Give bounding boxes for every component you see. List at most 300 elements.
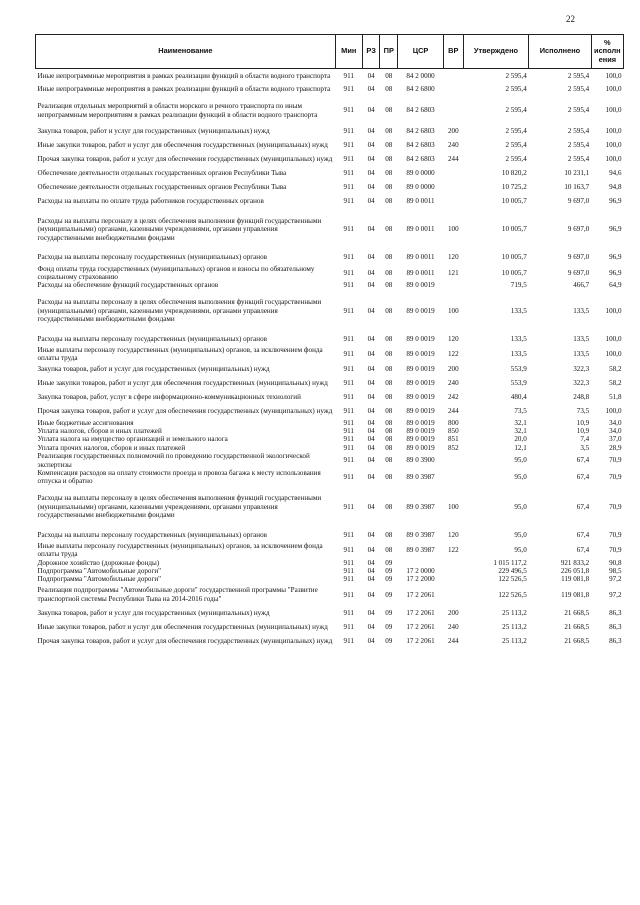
row-min: 911 [343, 365, 354, 374]
row-approved: 2 595,4 [505, 141, 527, 150]
row-approved: 122 526,5 [498, 590, 527, 599]
row-executed: 10 163,7 [564, 183, 590, 192]
row-vr: 244 [447, 155, 459, 164]
row-rz: 04 [367, 590, 375, 599]
row-csr: 89 0 0019 [406, 443, 435, 452]
row-name: Иные непрограммные мероприятия в рамках реализации функций в области водного транспорта [37, 85, 331, 94]
row-vr: 120 [447, 253, 459, 262]
row-vr: 200 [447, 608, 459, 617]
row-executed: 7,4 [580, 435, 590, 444]
row-approved: 2 595,4 [505, 71, 527, 80]
row-executed: 67,4 [576, 456, 590, 465]
row-rz: 04 [367, 281, 375, 290]
row-percent: 100,0 [605, 306, 622, 315]
row-rz: 04 [367, 567, 375, 575]
row-rz: 04 [367, 545, 375, 554]
header-approved: Утверждено [463, 35, 529, 69]
row-executed: 9 697,0 [567, 253, 590, 262]
row-name: Закупка товаров, работ и услуг для государственных (муниципальных) нужд [37, 127, 270, 136]
row-pr: 08 [385, 71, 393, 80]
row-min: 911 [343, 197, 354, 206]
row-vr [443, 97, 463, 125]
row-percent: 100,0 [605, 407, 622, 416]
table-row [36, 153, 624, 167]
row-min: 911 [343, 85, 354, 94]
table-row [36, 69, 624, 83]
row-percent: 70,9 [609, 456, 622, 465]
row-csr: 89 0 3987 [406, 473, 435, 482]
header-pr: ПР [380, 35, 398, 69]
row-percent: 97,2 [609, 590, 622, 599]
row-vr [443, 559, 463, 567]
row-min: 911 [343, 393, 354, 402]
row-approved: 133,5 [510, 306, 527, 315]
table-row [36, 419, 624, 427]
row-percent: 94,8 [609, 183, 622, 192]
row-percent: 86,3 [609, 636, 622, 645]
row-executed: 2 595,4 [567, 106, 590, 115]
row-pr: 08 [385, 334, 393, 343]
row-rz: 04 [367, 636, 375, 645]
row-csr: 89 0 0011 [406, 225, 435, 234]
row-csr: 84 2 6803 [406, 127, 435, 136]
row-executed: 119 081,8 [561, 590, 590, 599]
row-executed: 67,4 [576, 473, 590, 482]
row-name: Иные непрограммные мероприятия в рамках реализации функций в области водного транспорта [37, 71, 331, 80]
row-name: Фонд оплаты труда государственных (муниципальных) органов и взносы по обязательному социальному страхованию [37, 264, 315, 281]
table-row [36, 363, 624, 377]
row-percent: 70,9 [609, 502, 622, 511]
row-name: Расходы на обеспечение функций государственных органов [37, 281, 219, 290]
row-approved: 133,5 [510, 349, 527, 358]
row-approved: 10 005,7 [501, 268, 527, 277]
row-executed: 226 051,8 [560, 567, 590, 575]
row-approved: 719,5 [510, 281, 527, 290]
row-min: 911 [343, 502, 354, 511]
row-pr: 09 [385, 567, 393, 575]
row-approved: 20,0 [514, 435, 527, 444]
row-approved: 25 113,2 [502, 622, 527, 631]
row-percent: 58,2 [609, 365, 622, 374]
row-approved: 10 005,7 [501, 197, 527, 206]
row-pr: 09 [385, 558, 393, 567]
row-rz: 04 [367, 443, 375, 452]
header-name: Наименование [36, 35, 336, 69]
row-pr: 08 [385, 456, 393, 465]
row-percent: 70,9 [609, 473, 622, 482]
row-executed: 133,5 [573, 306, 590, 315]
row-pr: 08 [385, 253, 393, 262]
row-csr: 84 2 6803 [406, 141, 435, 150]
header-csr: ЦСР [398, 35, 444, 69]
row-vr: 100 [447, 306, 459, 315]
row-name: Расходы на выплаты персоналу государственных (муниципальных) органов [37, 530, 267, 539]
row-name: Расходы на выплаты персоналу государственных (муниципальных) органов [37, 253, 267, 262]
row-name: Реализация отдельных мероприятий в области морского и речного транспорта по иным непрограммным мероприятиям в рамках реализации функций в области водного транспорта [37, 102, 318, 119]
table-row [36, 528, 624, 542]
row-min: 911 [343, 473, 354, 482]
row-name: Расходы на выплаты персоналу государственных (муниципальных) органов [37, 334, 267, 343]
row-executed: 67,4 [576, 530, 590, 539]
row-pr: 08 [385, 225, 393, 234]
row-rz: 04 [367, 183, 375, 192]
row-csr: 17 2 2061 [406, 636, 435, 645]
row-executed: 322,3 [573, 379, 590, 388]
row-csr: 89 0 0000 [406, 183, 435, 192]
row-min: 911 [343, 567, 354, 575]
row-name: Закупка товаров, работ и услуг для государственных (муниципальных) нужд [37, 365, 270, 374]
row-min: 911 [343, 636, 354, 645]
row-vr: 120 [447, 530, 459, 539]
row-pr: 09 [385, 575, 393, 584]
row-csr: 89 0 0011 [406, 253, 435, 262]
row-rz: 04 [367, 530, 375, 539]
row-approved: 32,1 [514, 418, 527, 427]
row-vr [443, 281, 463, 289]
row-csr: 84 2 0000 [406, 71, 435, 80]
row-csr: 89 0 0019 [406, 393, 435, 402]
row-pr: 08 [385, 183, 393, 192]
row-pr: 08 [385, 169, 393, 178]
row-csr: 89 0 0000 [406, 169, 435, 178]
row-executed: 322,3 [573, 365, 590, 374]
row-name: Обеспечение деятельности отдельных государственных органов Республики Тыва [37, 183, 287, 192]
row-csr: 84 2 6800 [406, 85, 435, 94]
row-min: 911 [343, 127, 354, 136]
row-csr: 89 0 3900 [406, 456, 435, 465]
row-csr: 89 0 0011 [406, 197, 435, 206]
table-row [36, 427, 624, 435]
row-csr: 89 0 0019 [406, 365, 435, 374]
header-min: Мин [335, 35, 362, 69]
row-pr: 08 [385, 393, 393, 402]
row-name: Уплата налога на имущество организаций и земельного налога [37, 435, 228, 444]
row-approved: 553,9 [510, 379, 527, 388]
row-rz: 04 [367, 71, 375, 80]
row-vr: 240 [447, 622, 459, 631]
row-executed: 9 697,0 [567, 225, 590, 234]
row-approved: 73,5 [514, 407, 527, 416]
row-percent: 28,9 [609, 443, 622, 452]
row-percent: 96,9 [609, 253, 622, 262]
row-percent: 96,9 [609, 197, 622, 206]
row-vr [443, 452, 463, 469]
table-row [36, 281, 624, 289]
row-min: 911 [343, 306, 354, 315]
row-vr [443, 195, 463, 209]
row-approved: 10 820,2 [501, 169, 527, 178]
table-row [36, 181, 624, 195]
row-rz: 04 [367, 253, 375, 262]
row-approved: 95,0 [514, 545, 527, 554]
table-row [36, 620, 624, 634]
row-executed: 3,5 [580, 443, 590, 452]
row-pr: 09 [385, 636, 393, 645]
table-row [36, 435, 624, 443]
row-name: Закупка товаров, работ, услуг в сфере информационно-коммуникационных технологий [37, 393, 301, 402]
row-name: Расходы на выплаты персоналу в целях обеспечения выполнения функций государственными (муниципальными) органами, казенными учреждениями, органами управления государственными внебюджетными фондами [37, 216, 322, 242]
row-vr: 850 [447, 426, 459, 435]
table-row [36, 542, 624, 559]
row-csr: 89 0 0011 [406, 268, 435, 277]
row-pr: 08 [385, 426, 393, 435]
row-vr: 851 [447, 435, 459, 444]
row-pr: 08 [385, 281, 393, 290]
row-name: Расходы на выплаты по оплате труда работников государственных органов [37, 197, 264, 206]
row-pr: 08 [385, 349, 393, 358]
table-row [36, 405, 624, 419]
table-row [36, 195, 624, 209]
row-pr: 08 [385, 443, 393, 452]
row-csr: 17 2 2061 [406, 608, 435, 617]
table-row [36, 391, 624, 405]
row-name: Прочая закупка товаров, работ и услуг для обеспечения государственных (муниципальных) нужд [37, 636, 333, 645]
row-csr: 89 0 0019 [406, 435, 435, 444]
row-name: Прочая закупка товаров, работ и услуг для обеспечения государственных (муниципальных) нужд [37, 155, 333, 164]
row-vr: 120 [447, 334, 459, 343]
row-percent: 100,0 [605, 85, 622, 94]
row-csr: 17 2 0000 [406, 567, 435, 575]
row-percent: 94,6 [609, 169, 622, 178]
row-rz: 04 [367, 418, 375, 427]
row-pr: 08 [385, 268, 393, 277]
table-row [36, 584, 624, 606]
table-row [36, 167, 624, 181]
row-rz: 04 [367, 622, 375, 631]
row-csr: 89 0 0019 [406, 281, 435, 290]
row-min: 911 [343, 575, 354, 584]
row-approved: 2 595,4 [505, 85, 527, 94]
row-executed: 9 697,0 [567, 268, 590, 277]
row-approved: 133,5 [510, 334, 527, 343]
row-rz: 04 [367, 197, 375, 206]
header-executed: Исполнено [529, 35, 591, 69]
table-row [36, 486, 624, 528]
row-executed: 2 595,4 [567, 127, 590, 136]
row-min: 911 [343, 558, 354, 567]
row-rz: 04 [367, 85, 375, 94]
row-executed: 73,5 [576, 407, 590, 416]
row-percent: 100,0 [605, 155, 622, 164]
row-min: 911 [343, 426, 354, 435]
row-rz: 04 [367, 456, 375, 465]
row-approved: 2 595,4 [505, 106, 527, 115]
row-percent: 86,3 [609, 608, 622, 617]
row-name: Закупка товаров, работ и услуг для государственных (муниципальных) нужд [37, 608, 270, 617]
row-vr [443, 469, 463, 486]
row-executed: 10,9 [576, 418, 590, 427]
row-pr: 08 [385, 545, 393, 554]
row-pr: 08 [385, 418, 393, 427]
row-vr: 244 [447, 636, 459, 645]
row-executed: 133,5 [573, 349, 590, 358]
row-min: 911 [343, 545, 354, 554]
row-pr: 08 [385, 141, 393, 150]
row-vr: 122 [447, 349, 459, 358]
row-vr: 240 [447, 141, 459, 150]
row-rz: 04 [367, 608, 375, 617]
row-name: Иные выплаты персоналу государственных (муниципальных) органов, за исключением фонда оплаты труда [37, 345, 323, 363]
row-percent: 51,8 [609, 393, 622, 402]
row-approved: 95,0 [514, 456, 527, 465]
table-row [36, 444, 624, 452]
row-rz: 04 [367, 127, 375, 136]
row-pr: 09 [385, 622, 393, 631]
row-vr: 242 [447, 393, 459, 402]
row-name: Прочая закупка товаров, работ и услуг для обеспечения государственных (муниципальных) нужд [37, 407, 333, 416]
row-pr: 08 [385, 473, 393, 482]
row-csr: 89 0 3987 [406, 545, 435, 554]
row-executed: 67,4 [576, 502, 590, 511]
row-min: 911 [343, 268, 354, 277]
row-name: Иные бюджетные ассигнования [37, 418, 134, 427]
row-rz: 04 [367, 334, 375, 343]
row-executed: 10,9 [576, 426, 590, 435]
row-pr: 08 [385, 85, 393, 94]
row-min: 911 [343, 155, 354, 164]
row-percent: 34,0 [609, 426, 622, 435]
table-row [36, 346, 624, 363]
row-executed: 921 833,2 [560, 558, 590, 567]
row-min: 911 [343, 349, 354, 358]
row-percent: 86,3 [609, 622, 622, 631]
page-number: 22 [566, 14, 575, 24]
row-percent: 98,5 [609, 567, 622, 575]
row-pr: 08 [385, 197, 393, 206]
row-vr: 200 [447, 127, 459, 136]
row-approved: 25 113,2 [502, 608, 527, 617]
row-approved: 25 113,2 [502, 636, 527, 645]
row-approved: 95,0 [514, 473, 527, 482]
row-executed: 2 595,4 [567, 71, 590, 80]
row-name: Иные закупки товаров, работ и услуг для обеспечения государственных (муниципальных) нужд [37, 141, 328, 150]
row-percent: 34,0 [609, 418, 622, 427]
row-rz: 04 [367, 306, 375, 315]
row-csr: 89 0 0019 [406, 418, 435, 427]
row-min: 911 [343, 418, 354, 427]
row-percent: 90,8 [609, 558, 622, 567]
row-vr: 240 [447, 379, 459, 388]
row-min: 911 [343, 456, 354, 465]
table-header-row [36, 35, 624, 69]
row-percent: 100,0 [605, 334, 622, 343]
budget-table [35, 34, 624, 648]
row-rz: 04 [367, 365, 375, 374]
row-executed: 21 668,5 [564, 622, 590, 631]
row-name: Иные выплаты персоналу государственных (муниципальных) органов, за исключением фонда оплаты труда [37, 541, 323, 559]
table-row [36, 209, 624, 251]
row-pr: 08 [385, 435, 393, 444]
row-percent: 100,0 [605, 127, 622, 136]
row-vr [443, 69, 463, 83]
row-executed: 466,7 [573, 281, 590, 290]
row-min: 911 [343, 71, 354, 80]
table-row [36, 634, 624, 648]
row-csr: 89 0 0019 [406, 407, 435, 416]
row-pr: 08 [385, 407, 393, 416]
row-min: 911 [343, 608, 354, 617]
row-csr: 84 2 6803 [406, 106, 435, 115]
row-executed: 9 697,0 [567, 197, 590, 206]
row-name: Компенсация расходов на оплату стоимости проезда и провоза багажа к месту использования отпуска и обратно [37, 468, 321, 486]
row-vr: 121 [447, 268, 459, 277]
row-vr: 100 [447, 502, 459, 511]
row-rz: 04 [367, 426, 375, 435]
header-rz: РЗ [362, 35, 380, 69]
row-executed: 67,4 [576, 545, 590, 554]
row-executed: 21 668,5 [564, 636, 590, 645]
row-rz: 04 [367, 349, 375, 358]
row-min: 911 [343, 407, 354, 416]
row-name: Иные закупки товаров, работ и услуг для обеспечения государственных (муниципальных) нужд [37, 622, 328, 631]
row-executed: 2 595,4 [567, 141, 590, 150]
row-rz: 04 [367, 155, 375, 164]
row-rz: 04 [367, 575, 375, 584]
row-percent: 70,9 [609, 530, 622, 539]
row-pr: 08 [385, 155, 393, 164]
table-row [36, 332, 624, 346]
row-executed: 119 081,8 [561, 575, 590, 584]
row-min: 911 [343, 622, 354, 631]
row-vr: 852 [447, 443, 459, 452]
row-min: 911 [343, 183, 354, 192]
row-rz: 04 [367, 558, 375, 567]
row-min: 911 [343, 253, 354, 262]
row-rz: 04 [367, 435, 375, 444]
row-pr: 08 [385, 379, 393, 388]
table-row [36, 265, 624, 282]
row-rz: 04 [367, 141, 375, 150]
row-percent: 100,0 [605, 141, 622, 150]
row-pr: 09 [385, 590, 393, 599]
table-row [36, 452, 624, 469]
row-pr: 08 [385, 365, 393, 374]
row-percent: 100,0 [605, 71, 622, 80]
row-csr: 89 0 0019 [406, 334, 435, 343]
row-vr [443, 575, 463, 583]
row-csr: 89 0 0019 [406, 426, 435, 435]
row-rz: 04 [367, 502, 375, 511]
row-vr [443, 181, 463, 195]
row-approved: 229 496,5 [498, 567, 527, 575]
row-name: Расходы на выплаты персоналу в целях обеспечения выполнения функций государственными (муниципальными) органами, казенными учреждениями, органами управления государственными внебюджетными фондами [37, 494, 322, 519]
row-approved: 1 015 117,2 [493, 558, 527, 567]
row-percent: 100,0 [605, 106, 622, 115]
row-approved: 95,0 [514, 530, 527, 539]
row-min: 911 [343, 106, 354, 115]
row-min: 911 [343, 334, 354, 343]
row-csr: 89 0 3987 [406, 502, 435, 511]
row-percent: 58,2 [609, 379, 622, 388]
row-vr: 200 [447, 365, 459, 374]
row-min: 911 [343, 530, 354, 539]
table-row [36, 97, 624, 125]
row-min: 911 [343, 435, 354, 444]
row-vr: 122 [447, 545, 459, 554]
row-name: Реализация подпрограммы "Автомобильные дороги" государственной программы "Развитие транспортной системы Республики Тыва на 2014-2016 годы" [37, 586, 318, 603]
row-name: Расходы на выплаты персоналу в целях обеспечения выполнения функций государственными (муниципальными) органами, казенными учреждениями, органами управления государственными внебюджетными фондами [37, 298, 322, 323]
row-csr: 17 2 2000 [406, 575, 435, 584]
header-percent: % исполн ения [591, 35, 623, 69]
row-min: 911 [343, 141, 354, 150]
row-approved: 122 526,5 [498, 575, 527, 584]
row-approved: 2 595,4 [505, 127, 527, 136]
row-approved: 553,9 [510, 365, 527, 374]
row-csr: 84 2 6803 [406, 155, 435, 164]
row-min: 911 [343, 225, 354, 234]
row-pr: 08 [385, 127, 393, 136]
row-approved: 12,1 [514, 443, 527, 452]
